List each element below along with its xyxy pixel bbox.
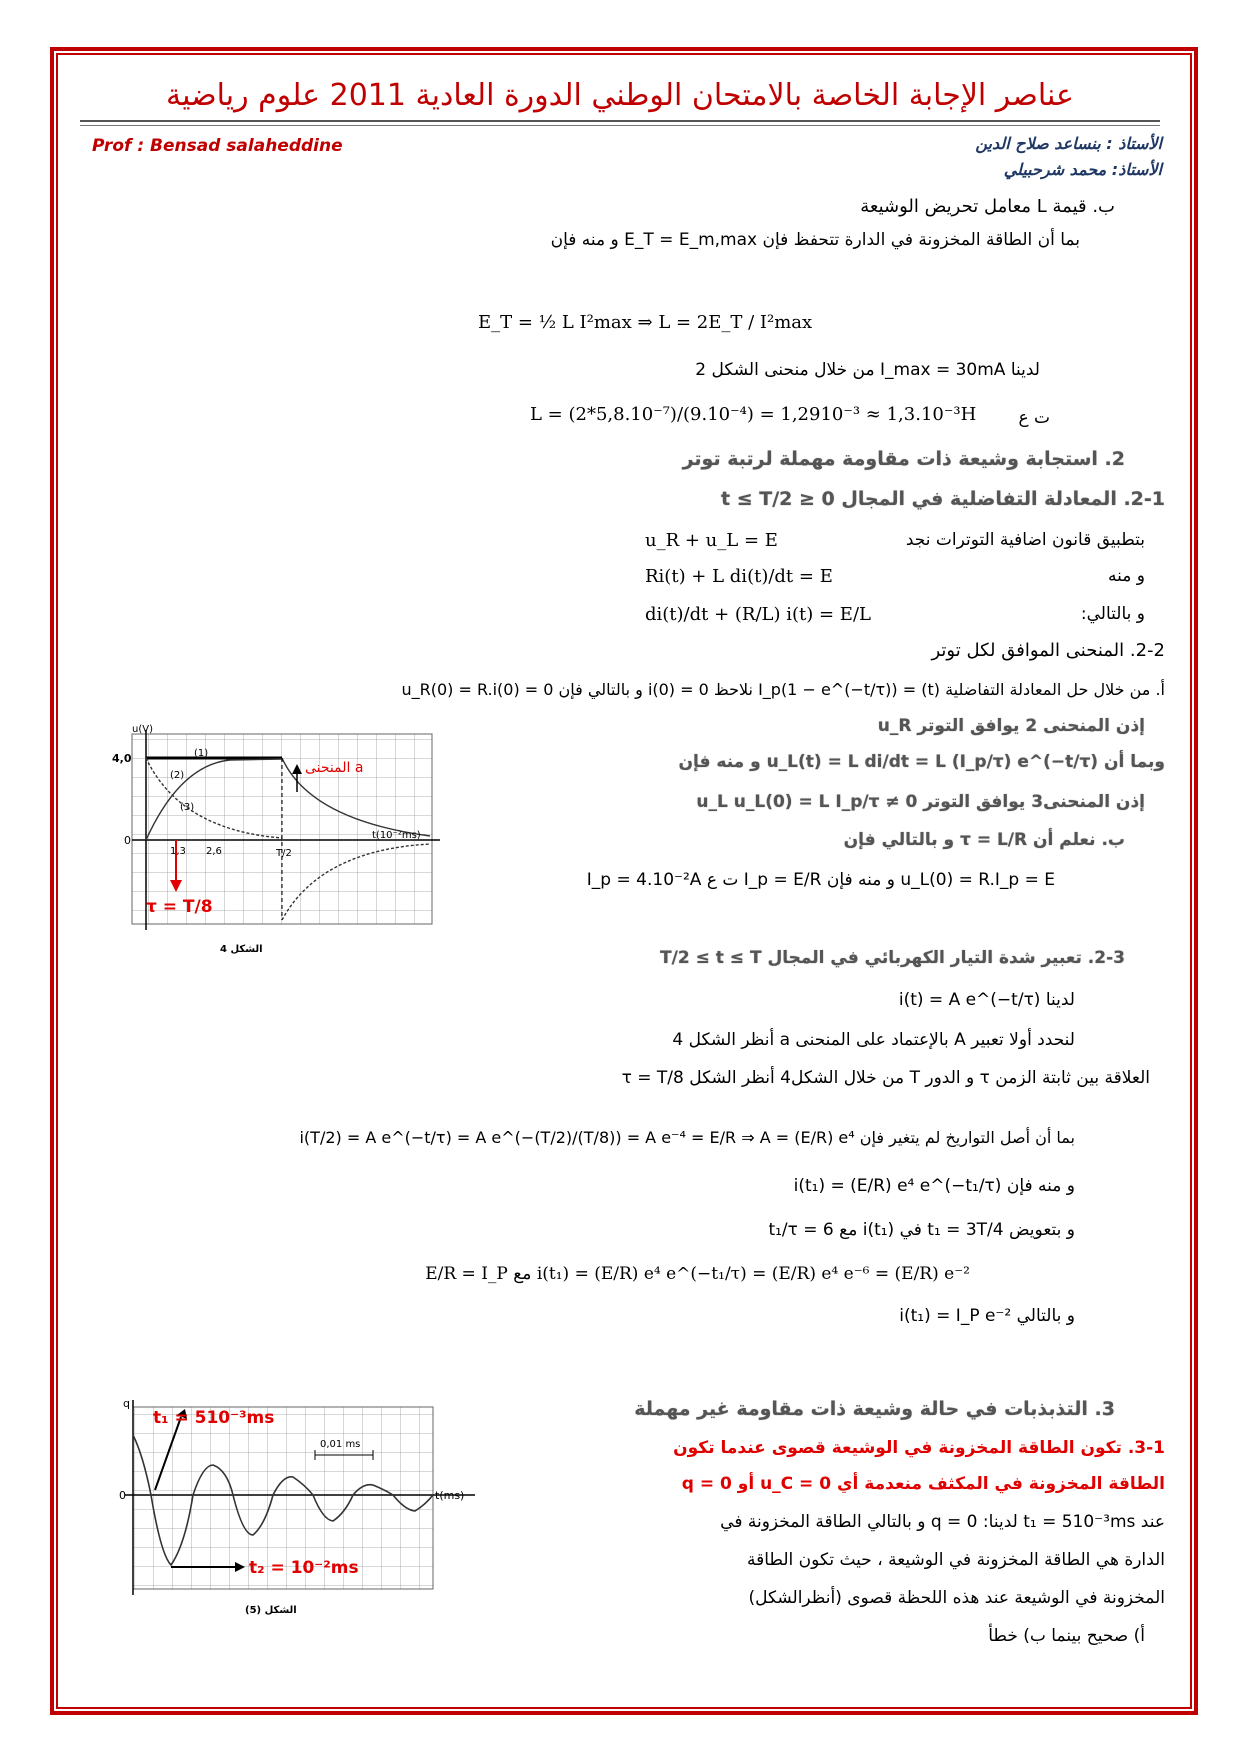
sec2-2-b2: u_L(0) = R.I_p = E و منه فإن I_p = E/R ت ع I_p = 4.10⁻²A xyxy=(586,870,1055,890)
fig4-yzero: 0 xyxy=(124,834,131,847)
fig5-t2: t₂ = 10⁻²ms xyxy=(249,1558,359,1578)
teacher-1: الأستاذ : بنساعد صلاح الدين xyxy=(975,134,1162,153)
sec3-heading: 3. التذبذبات في حالة وشيعة ذات مقاومة غير مهملة xyxy=(634,1398,1115,1420)
sec2-2-heading: 2-2. المنحنى الموافق لكل توتر xyxy=(931,640,1165,661)
fig4-curve1: (1) xyxy=(194,748,209,759)
fig4-curve3: (3) xyxy=(180,802,195,813)
fig4-xlabel: t(10⁻²ms) xyxy=(372,830,421,841)
page-title: عناصر الإجابة الخاصة بالامتحان الوطني الدورة العادية 2011 علوم رياضية xyxy=(166,78,1074,113)
sec2-1-line2: و منه xyxy=(1108,566,1145,586)
prof-name-latin: Prof : Bensad salaheddine xyxy=(92,136,343,156)
figure-5 xyxy=(115,1395,490,1620)
sec3-1-heading: 3-1. تكون الطاقة المخزونة في الوشيعة قصوى عندما تكون xyxy=(673,1438,1165,1458)
sec2-3-c4: بما أن أصل التواريخ لم يتغير فإن i(T/2) = A e^(−t/τ) = A e^(−(T/2)/(T/8)) = A e⁻⁴ = E/R ⇒ A = (E/R) e⁴ xyxy=(299,1128,1075,1147)
fig4-ytop: 4,0 xyxy=(112,752,132,765)
sec2-3-c3: العلاقة بين ثابتة الزمن τ و الدور T من خلال الشكل4 أنظر الشكل τ = T/8 xyxy=(621,1068,1150,1088)
part-b-line2: لدينا I_max = 30mA من خلال منحنى الشكل 2 xyxy=(695,360,1040,380)
sec2-2-a4: إذن المنحنى3 يوافق التوتر u_L u_L(0) = L I_p/τ ≠ 0 xyxy=(696,792,1145,812)
fig5-xlabel: t(ms) xyxy=(435,1489,465,1502)
sec2-1-line3: و بالتالي: xyxy=(1080,604,1145,624)
sec2-1-eq2: Ri(t) + L di(t)/dt = E xyxy=(645,566,833,587)
part-b-eq2-label: ت ع xyxy=(1018,408,1050,428)
title-rule xyxy=(80,120,1160,122)
sec2-1-heading: 2-1. المعادلة التفاضلية في المجال 0 ≤ t ≤ T/2 xyxy=(721,488,1165,510)
fig5-ylabel: q xyxy=(123,1397,130,1410)
fig4-x2: 2,6 xyxy=(206,846,222,857)
sec3-1-heading-b: الطاقة المخزونة في المكثف منعدمة أي u_C = 0 أو q = 0 xyxy=(681,1474,1165,1494)
sec3-line3: المخزونة في الوشيعة عند هذه اللحظة قصوى (أنظرالشكل) xyxy=(748,1588,1165,1608)
sec2-1-eq3: di(t)/dt + (R/L) i(t) = E/L xyxy=(645,604,871,625)
part-b-eq2: L = (2*5,8.10⁻⁷)/(9.10⁻⁴) = 1,2910⁻³ ≈ 1,3.10⁻³H xyxy=(530,404,977,425)
sec3-line1: عند t₁ = 510⁻³ms لدينا: q = 0 و بالتالي الطاقة المخزونة في xyxy=(720,1512,1165,1532)
sec2-3-c2: لنحدد أولا تعبير A بالإعتماد على المنحنى a أنظر الشكل 4 xyxy=(672,1030,1075,1050)
fig4-curve2: (2) xyxy=(170,770,185,781)
fig5-t1: t₁ = 510⁻³ms xyxy=(153,1408,275,1428)
sec2-2-a2: إذن المنحنى 2 يوافق التوتر u_R xyxy=(877,716,1145,736)
sec2-2-a1: أ. من خلال حل المعادلة التفاضلية (t) = I_p(1 − e^(−t/τ)) نلاحظ i(0) = 0 و بالتالي فإن u_R(0) = R.i(0) = 0 xyxy=(401,680,1165,699)
sec2-3-heading: 2-3. تعبير شدة التيار الكهربائي في المجال T/2 ≤ t ≤ T xyxy=(660,948,1125,968)
sec2-heading: 2. استجابة وشيعة ذات مقاومة مهملة لرتبة توتر xyxy=(682,448,1125,470)
sec2-3-c7: i(t₁) = (E/R) e⁴ e^(−t₁/τ) = (E/R) e⁴ e⁻⁶ = (E/R) e⁻² مع E/R = I_P xyxy=(425,1264,970,1284)
fig4-curve-a: المنحنى a xyxy=(305,760,364,776)
sec2-1-eq1: u_R + u_L = E xyxy=(645,530,778,551)
fig5-scale: 0,01 ms xyxy=(320,1439,361,1450)
fig4-x1: 1,3 xyxy=(170,846,186,857)
sec2-2-b1: ب. نعلم أن τ = L/R و بالتالي فإن xyxy=(843,830,1125,850)
sec2-3-c6: و بتعويض t₁ = 3T/4 في i(t₁) مع t₁/τ = 6 xyxy=(768,1220,1075,1240)
figure-4 xyxy=(110,720,455,960)
part-b-heading: ب. قيمة L معامل تحريض الوشيعة xyxy=(860,196,1115,217)
title-rule-thin xyxy=(80,125,1160,126)
sec2-3-c1: لدينا i(t) = A e^(−t/τ) xyxy=(898,990,1075,1010)
fig4-caption: الشكل 4 xyxy=(220,944,263,955)
part-b-eq1: E_T = ½ L I²max ⇒ L = 2E_T / I²max xyxy=(478,312,813,333)
fig5-yzero: 0 xyxy=(119,1489,126,1502)
fig4-tau: τ = T/8 xyxy=(146,897,213,917)
fig4-xT2: T/2 xyxy=(276,848,292,859)
sec3-line2: الدارة هي الطاقة المخزونة في الوشيعة ، حيث تكون الطاقة xyxy=(747,1550,1165,1570)
fig4-ylabel: u(V) xyxy=(132,724,153,735)
sec2-2-a3: وبما أن u_L(t) = L di/dt = L (I_p/τ) e^(−t/τ) و منه فإن xyxy=(678,752,1165,772)
fig5-caption: الشكل (5) xyxy=(245,1605,297,1616)
sec3-answer: أ) صحيح بينما ب) خطأ xyxy=(988,1626,1145,1646)
sec2-3-c8: و بالتالي i(t₁) = I_P e⁻² xyxy=(899,1306,1075,1326)
teacher-2: الأستاذ: محمد شرحبيلي xyxy=(1003,160,1162,179)
part-b-line1: بما أن الطاقة المخزونة في الدارة تتحفظ فإن E_T = E_m,max و منه فإن xyxy=(550,230,1080,250)
sec2-3-c5: و منه فإن i(t₁) = (E/R) e⁴ e^(−t₁/τ) xyxy=(793,1176,1075,1196)
sec2-1-line1: بتطبيق قانون اضافية التوترات نجد xyxy=(905,530,1145,550)
